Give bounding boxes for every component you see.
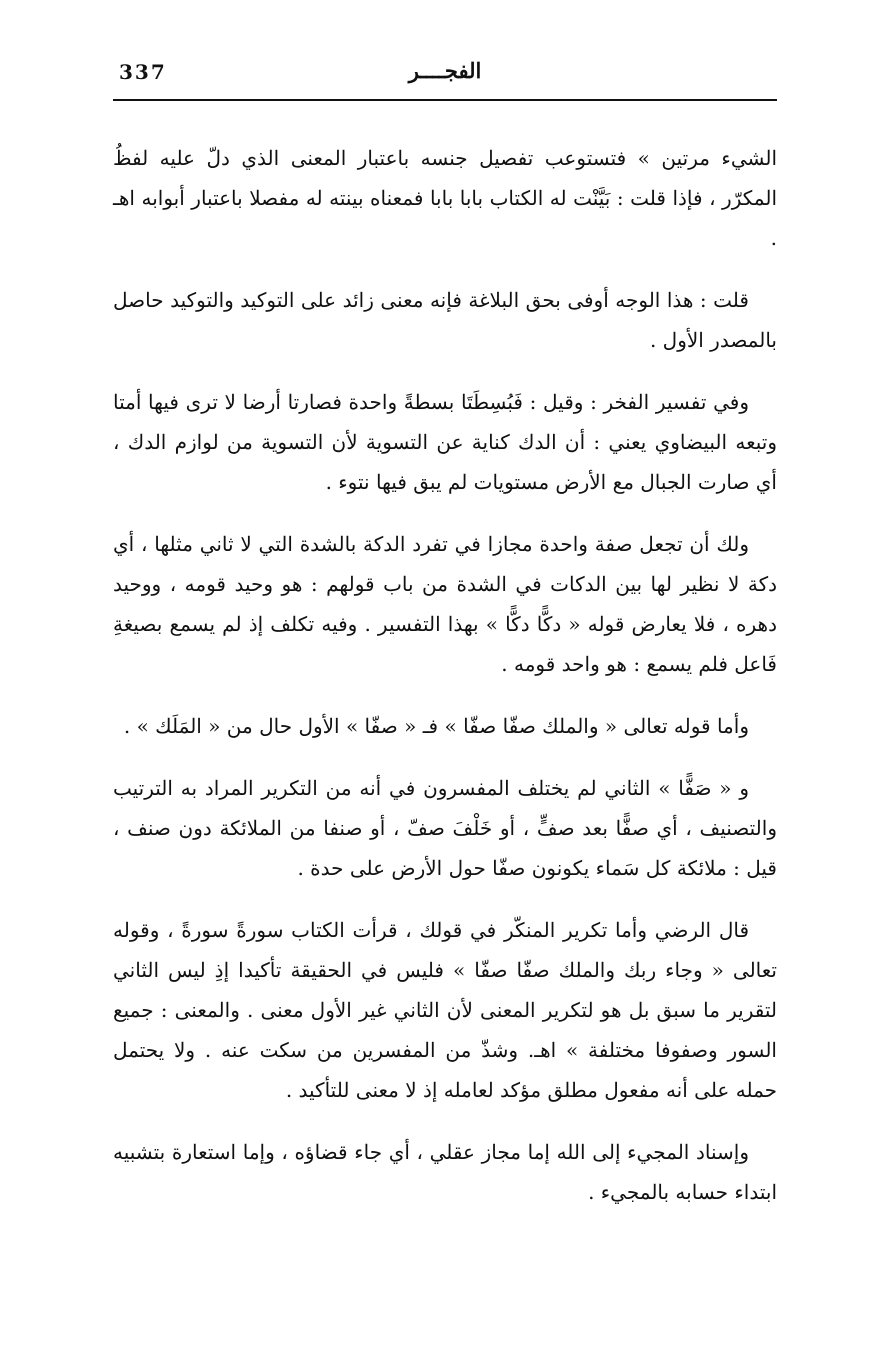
paragraph-2: قلت : هذا الوجه أوفى بحق البلاغة فإنه معنى زائد على التوكيد والتوكيد حاصل بالمصدر الأول . — [113, 288, 777, 352]
header-rule — [113, 99, 777, 101]
paragraph-4: ولك أن تجعل صفة واحدة مجازا في تفرد الدكة بالشدة التي لا ثاني مثلها ، أي دكة لا نظير لها بين الدكات في الشدة من باب قولهم : هو وحيد قومه ، ووحيد دهره ، فلا يعارض قوله « دكًّا دكًّا » بهذا التفسير . وفيه تكلف إذ لم يسمع بصيغةِ فَاعل فلم يسمع : هو واحد قومه . — [113, 532, 777, 676]
running-title: الفجــــر — [408, 58, 482, 83]
paragraph-7: قال الرضي وأما تكرير المنكّر في قولك ، قرأت الكتاب سورةً سورةً ، وقوله تعالى « وجاء ربك والملك صفّا صفّا » فليس في الحقيقة تأكيدا إذِ ليس الثاني لتقرير ما سبق بل هو لتكرير المعنى لأن الثاني غير الأول معنى . والمعنى : جميع السور وصفوفا مختلفة » اهـ. وشذّ من المفسرين من سكت عنه . ولا يحتمل حمله على أنه مفعول مطلق مؤكد لعامله إذ لا معنى للتأكيد . — [113, 918, 777, 1102]
paragraph-8: وإسناد المجيء إلى الله إما مجاز عقلي ، أي جاء قضاؤه ، وإما استعارة بتشبيه ابتداء حسابه بالمجيء . — [113, 1140, 777, 1204]
page-header — [113, 56, 777, 96]
paragraph-5: وأما قوله تعالى « والملك صفّا صفّا » فـ « صفّا » الأول حال من « المَلَك » . — [123, 714, 749, 738]
body-text — [113, 138, 777, 1234]
paragraph-3: وفي تفسير الفخر : وقيل : فَبُسِطَتَا بسطةً واحدة فصارتا أرضا لا ترى فيها أمتا وتبعه البيضاوي يعني : أن الدك كناية عن التسوية لأن التسوية من لوازم الدك ، أي صارت الجبال مع الأرض مستويات لم يبق فيها نتوء . — [113, 390, 777, 494]
paragraph-6: و « صَفًّا » الثاني لم يختلف المفسرون في أنه من التكرير المراد به الترتيب والتصنيف ، أي صفًّا بعد صفٍّ ، أو خَلْفَ صفّ ، أو صنفا من الملائكة دون صنف ، قيل : ملائكة كل سَماء يكونون صفّا حول الأرض على حدة . — [113, 776, 777, 880]
paragraph-1: الشيء مرتين » فتستوعب تفصيل جنسه باعتبار المعنى الذي دلّ عليه لفظُ المكرّر ، فإذا قلت : بَيَّنْت له الكتاب بابا بابا فمعناه بينته له مفصلا باعتبار أبوابه اهـ . — [113, 146, 777, 250]
page-number: 337 — [119, 60, 167, 84]
